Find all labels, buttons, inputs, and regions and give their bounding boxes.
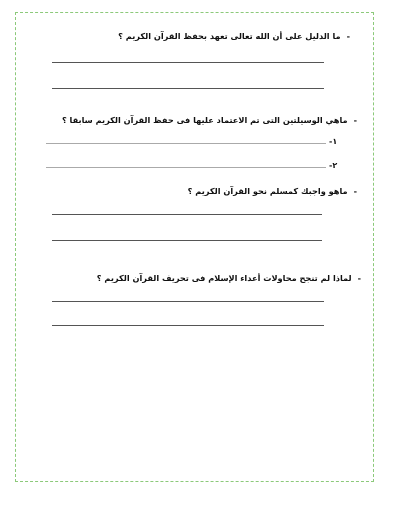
answer-line-2b[interactable] [46,167,326,168]
page-border [15,12,374,482]
answer-number-1: ١- [329,137,338,146]
answer-line-2a[interactable] [46,143,326,144]
answer-line-3b[interactable] [52,240,322,241]
answer-number-2: ٢- [329,161,338,170]
question-2-text: ماهي الوسيلتين التى تم الاعتماد عليها فى حفظ القرآن الكريم سابقا ؟ [61,115,348,125]
answer-line-1b[interactable] [52,88,324,89]
question-2 [62,115,357,125]
question-1 [118,31,350,41]
answer-line-4a[interactable] [52,301,324,302]
question-1-text: ما الدليل على أن الله تعالى تعهد بحفظ القرآن الكريم ؟ [118,31,341,41]
question-3 [188,186,357,196]
question-1-marker: - [346,31,350,41]
answer-line-1a[interactable] [52,62,324,63]
question-4-marker: - [357,273,361,283]
question-3-marker: - [353,186,357,196]
question-3-text: ماهو واجبك كمسلم نحو القرآن الكريم ؟ [187,186,348,196]
question-4 [97,273,361,283]
answer-line-4b[interactable] [52,325,324,326]
question-2-marker: - [353,115,357,125]
answer-line-3a[interactable] [52,214,322,215]
question-4-text: لماذا لم تنجح محاولات أعداء الإسلام فى تحريف القرآن الكريم ؟ [96,273,352,283]
